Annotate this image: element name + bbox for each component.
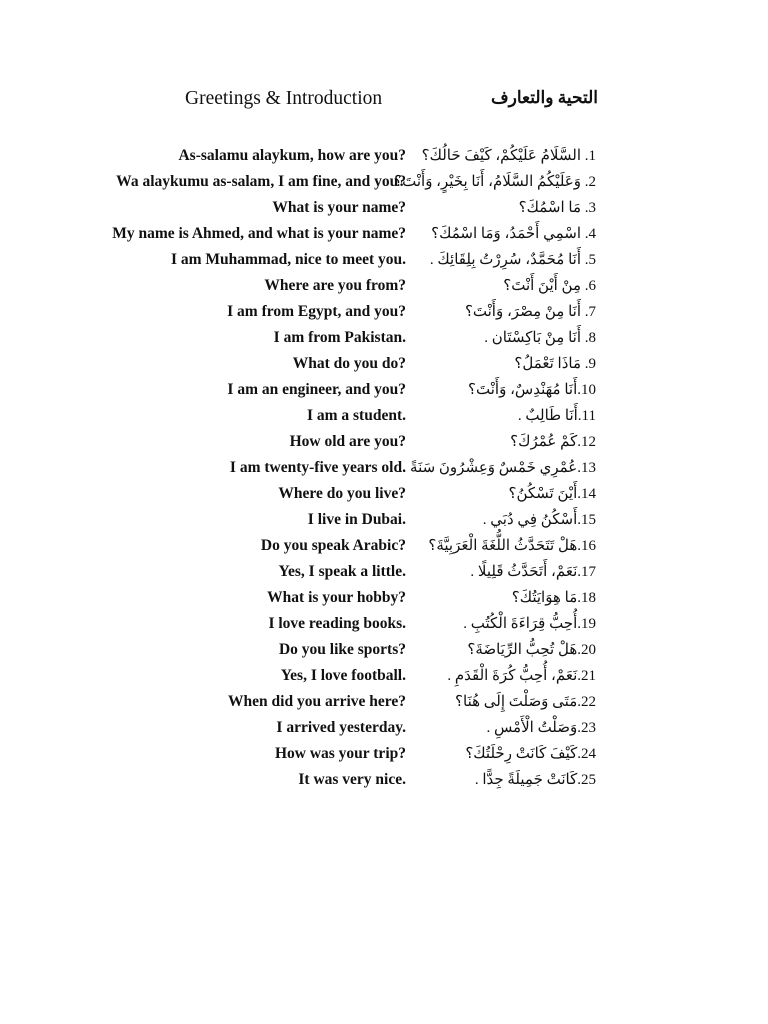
arabic-phrase: 21.نَعَمْ، أُحِبُّ كُرَةَ الْقَدَمِ . bbox=[447, 668, 596, 684]
phrase-row bbox=[0, 664, 768, 690]
phrase-row bbox=[0, 352, 768, 378]
english-phrase: How old are you? bbox=[289, 433, 406, 450]
arabic-phrase: 14.أَيْنَ تَسْكُنُ؟ bbox=[508, 486, 596, 502]
english-phrase: How was your trip? bbox=[274, 745, 406, 762]
english-phrase: Yes, I speak a little. bbox=[278, 563, 406, 580]
arabic-phrase: 15.أَسْكُنُ فِي دُبَي . bbox=[482, 512, 596, 528]
phrase-row bbox=[0, 560, 768, 586]
arabic-phrase: 5. أَنَا مُحَمَّدٌ، سُرِرْتُ بِلِقَائِكَ . bbox=[429, 252, 596, 268]
english-phrase: I am twenty-five years old. bbox=[229, 459, 406, 476]
arabic-phrase: 7. أَنَا مِنْ مِصْرَ، وَأَنْتَ؟ bbox=[464, 304, 596, 320]
arabic-phrase: 20.هَلْ تُحِبُّ الرِّيَاضَةَ؟ bbox=[467, 642, 596, 658]
phrase-row bbox=[0, 456, 768, 482]
arabic-phrase: 11.أَنَا طَالِبٌ . bbox=[517, 408, 596, 424]
phrase-row bbox=[0, 586, 768, 612]
arabic-phrase: 17.نَعَمْ، أَتَحَدَّثُ قَلِيلًا . bbox=[470, 564, 596, 580]
english-phrase: What do you do? bbox=[292, 355, 406, 372]
english-phrase: What is your name? bbox=[272, 199, 406, 216]
english-phrase: I am from Egypt, and you? bbox=[227, 303, 406, 320]
phrase-row bbox=[0, 326, 768, 352]
arabic-phrase: 8. أَنَا مِنْ بَاكِسْتَان . bbox=[484, 330, 596, 346]
phrase-row bbox=[0, 482, 768, 508]
phrase-list bbox=[0, 144, 768, 794]
english-phrase: Do you speak Arabic? bbox=[260, 537, 406, 554]
english-phrase: It was very nice. bbox=[298, 771, 406, 788]
english-phrase: My name is Ahmed, and what is your name? bbox=[112, 225, 406, 242]
page-title-english: Greetings & Introduction bbox=[185, 88, 383, 109]
english-phrase: I live in Dubai. bbox=[307, 511, 406, 528]
english-phrase: As-salamu alaykum, how are you? bbox=[178, 147, 406, 164]
phrase-row bbox=[0, 768, 768, 794]
phrase-row bbox=[0, 300, 768, 326]
arabic-phrase: 16.هَلْ تَتَحَدَّثُ اللُّغَةَ الْعَرَبِيَّةَ؟ bbox=[428, 538, 596, 554]
arabic-phrase: 2. وَعَلَيْكُمُ السَّلَامُ، أَنَا بِخَيْرٍ، وَأَنْتَ؟ bbox=[394, 174, 596, 190]
english-phrase: What is your hobby? bbox=[267, 589, 406, 606]
english-phrase: I arrived yesterday. bbox=[276, 719, 406, 736]
arabic-phrase: 25.كَانَتْ جَمِيلَةً جِدًّا . bbox=[474, 772, 596, 788]
phrase-row bbox=[0, 612, 768, 638]
phrase-row bbox=[0, 638, 768, 664]
phrase-row bbox=[0, 196, 768, 222]
english-phrase: Yes, I love football. bbox=[280, 667, 406, 684]
arabic-phrase: 3. مَا اسْمُكَ؟ bbox=[518, 200, 596, 216]
arabic-phrase: 22.مَتَى وَصَلْتَ إِلَى هُنَا؟ bbox=[455, 694, 596, 710]
english-phrase: I am a student. bbox=[306, 407, 406, 424]
phrase-row bbox=[0, 534, 768, 560]
arabic-phrase: 6. مِنْ أَيْنَ أَنْتَ؟ bbox=[503, 278, 596, 294]
arabic-phrase: 18.مَا هِوَايَتُكَ؟ bbox=[511, 590, 596, 606]
arabic-phrase: 12.كَمْ عُمْرُكَ؟ bbox=[510, 434, 596, 450]
arabic-phrase: 9. مَاذَا تَعْمَلُ؟ bbox=[514, 356, 596, 372]
arabic-phrase: 19.أُحِبُّ قِرَاءَةَ الْكُتُبِ . bbox=[463, 616, 596, 632]
english-phrase: Wa alaykumu as-salam, I am fine, and you? bbox=[116, 173, 406, 190]
arabic-phrase: 24.كَيْفَ كَانَتْ رِحْلَتُكَ؟ bbox=[465, 746, 596, 762]
english-phrase: Do you like sports? bbox=[278, 641, 406, 658]
page-title-arabic: التحية والتعارف bbox=[491, 88, 598, 107]
arabic-phrase: 1. السَّلَامُ عَلَيْكُمْ، كَيْفَ حَالُكَ؟ bbox=[421, 148, 596, 164]
arabic-phrase: 13.عُمْرِي خَمْسٌ وَعِشْرُونَ سَنَةً . bbox=[402, 460, 596, 476]
phrase-row bbox=[0, 248, 768, 274]
phrase-row bbox=[0, 274, 768, 300]
english-phrase: I am from Pakistan. bbox=[273, 329, 406, 346]
phrase-row bbox=[0, 170, 768, 196]
phrase-row bbox=[0, 222, 768, 248]
phrase-row bbox=[0, 508, 768, 534]
arabic-phrase: 4. اسْمِي أَحْمَدُ، وَمَا اسْمُكَ؟ bbox=[431, 226, 596, 242]
english-phrase: I am an engineer, and you? bbox=[227, 381, 406, 398]
english-phrase: When did you arrive here? bbox=[228, 693, 406, 710]
english-phrase: I love reading books. bbox=[268, 615, 406, 632]
phrase-row bbox=[0, 144, 768, 170]
phrase-row bbox=[0, 716, 768, 742]
english-phrase: Where are you from? bbox=[264, 277, 406, 294]
phrase-row bbox=[0, 378, 768, 404]
phrase-row bbox=[0, 742, 768, 768]
phrase-row bbox=[0, 430, 768, 456]
arabic-phrase: 23.وَصَلْتُ الْأَمْسِ . bbox=[486, 720, 596, 736]
english-phrase: Where do you live? bbox=[278, 485, 406, 502]
english-phrase: I am Muhammad, nice to meet you. bbox=[170, 251, 406, 268]
phrase-row bbox=[0, 404, 768, 430]
arabic-phrase: 10.أَنَا مُهَنْدِسٌ، وَأَنْتَ؟ bbox=[468, 382, 596, 398]
phrase-row bbox=[0, 690, 768, 716]
